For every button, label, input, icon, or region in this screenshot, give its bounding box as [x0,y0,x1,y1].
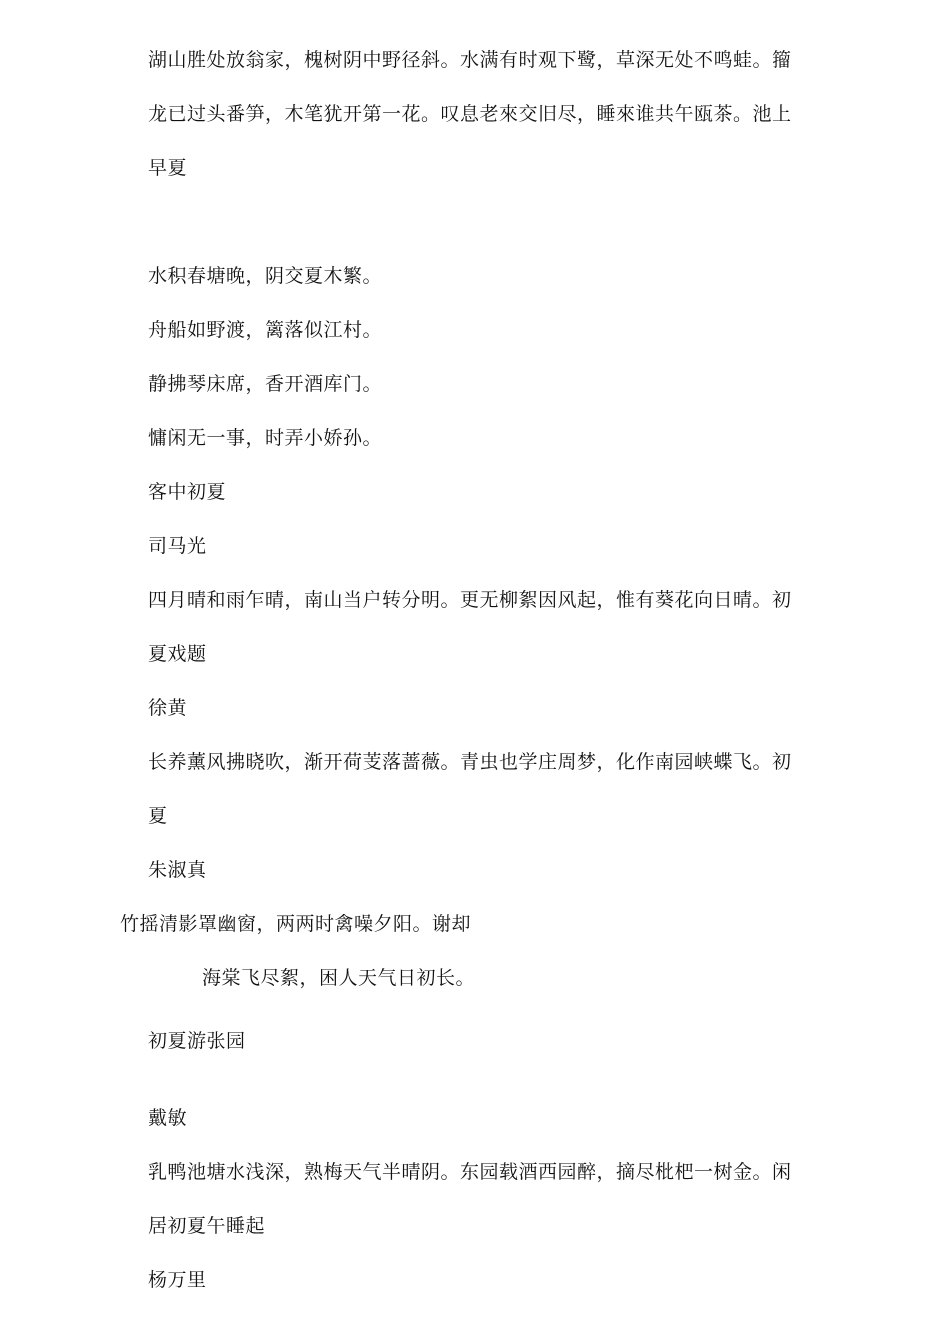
poem-author: 戴敏 [148,1107,188,1129]
poem-title: 夏戏题 [148,643,207,665]
poem-line: 湖山胜处放翁家，槐树阴中野径斜。水满有时观下鹭，草深无处不鸣蛙。籀 [148,49,792,71]
poem-author: 徐黄 [148,697,188,719]
poem-line: 四月晴和雨乍晴，南山当户转分明。更无柳絮因风起，惟有葵花向日晴。初 [148,589,792,611]
poem-line: 慵闲无一事，时弄小娇孙。 [148,427,383,449]
poem-title: 夏 [148,805,168,827]
poem-author: 杨万里 [148,1269,207,1291]
poem-line: 长养薰风拂晓吹，渐开荷芰落蔷薇。青虫也学庄周梦，化作南园峡蝶飞。初 [148,751,792,773]
poem-line: 舟船如野渡，篱落似江村。 [148,319,383,341]
poem-line: 海棠飞尽絮，困人天气日初长。 [202,967,476,989]
poem-title: 居初夏午睡起 [148,1215,266,1237]
poem-title: 初夏游张园 [148,1030,246,1052]
poem-author: 朱淑真 [148,859,207,881]
poem-title: 早夏 [148,157,188,179]
poem-line: 龙已过头番笋，木笔犹开第一花。叹息老來交旧尽，睡來谁共午瓯茶。池上 [148,103,792,125]
poem-line: 竹摇清影罩幽窗，两两时禽噪夕阳。谢却 [120,913,472,935]
poem-title: 客中初夏 [148,481,227,503]
poem-line: 水积春塘晚，阴交夏木繁。 [148,265,383,287]
poem-line: 静拂琴床席，香开酒库门。 [148,373,383,395]
poem-author: 司马光 [148,535,207,557]
poem-line: 乳鸭池塘水浅深，熟梅天气半晴阴。东园载酒西园醉，摘尽枇杷一树金。闲 [148,1161,792,1183]
